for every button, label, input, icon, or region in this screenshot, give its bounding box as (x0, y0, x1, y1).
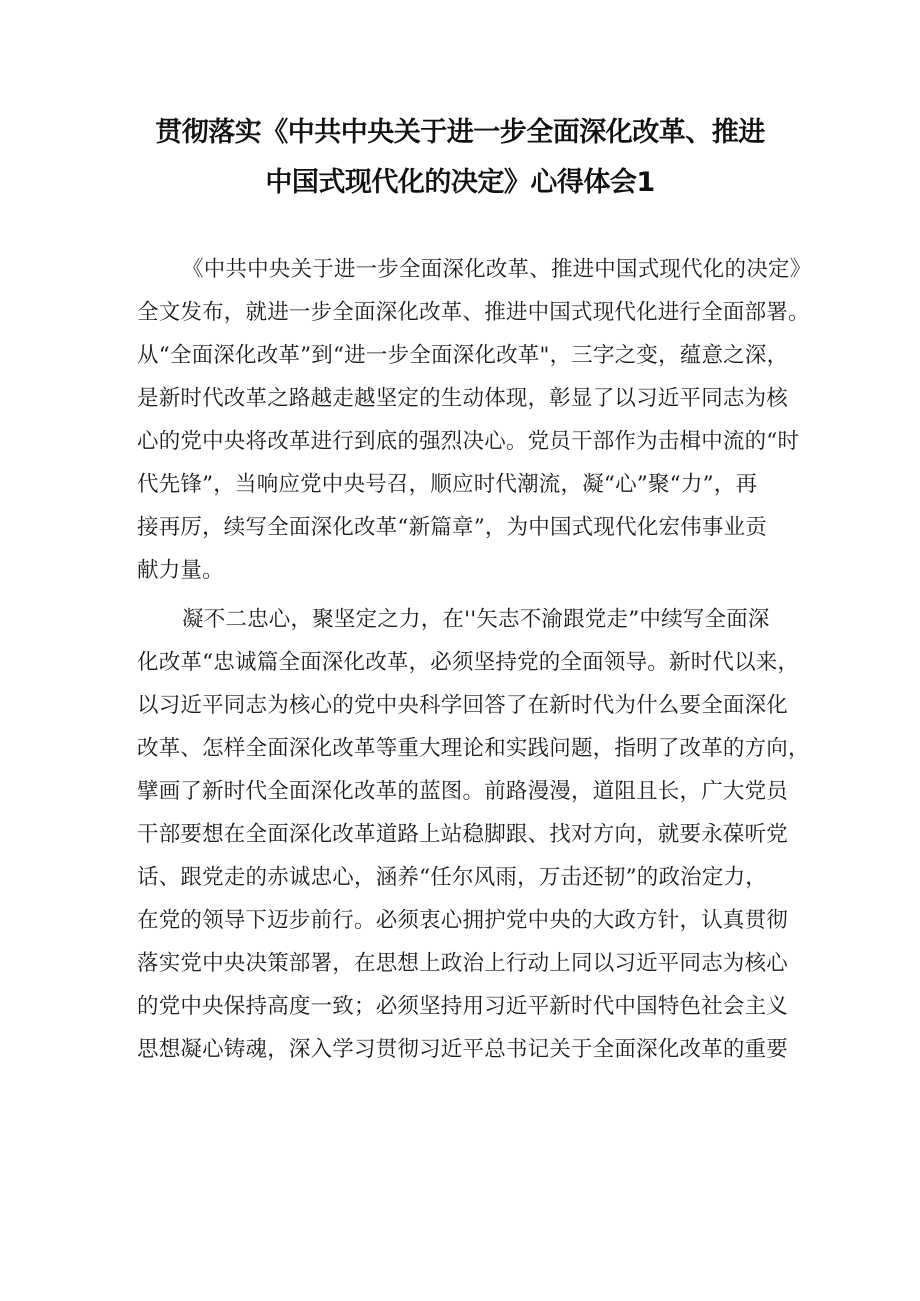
document-title-line-2: 中国式现代化的决定》心得体会1 (265, 167, 655, 198)
body-text-line: 接再厉，续写全面深化改革“新篇章”，为中国式现代化宏伟事业贡 (137, 515, 767, 540)
body-text-line: 改革、怎样全面深化改革等重大理论和实践问题，指明了改革的方向， (137, 736, 810, 761)
body-text-line: 话、跟党走的赤诚忠心，涵养“任尔风雨，万击还韧”的政治定力， (137, 865, 767, 890)
body-text-line: 落实党中央决策部署，在思想上政治上行动上同以习近平同志为核心 (137, 951, 789, 976)
body-text-line: 心的党中央将改革进行到底的强烈决心。党员干部作为击楫中流的“时 (137, 429, 800, 454)
document-title-line-1: 贯彻落实《中共中央关于进一步全面深化改革、推进 (155, 117, 765, 148)
body-text-line: 是新时代改革之路越走越坚定的生动体现，彰显了以习近平同志为核 (137, 386, 789, 411)
body-text-line: 思想凝心铸魂，深入学习贯彻习近平总书记关于全面深化改革的重要 (137, 1037, 789, 1062)
body-text-line: 全文发布，就进一步全面深化改革、推进中国式现代化进行全面部署。 (137, 300, 810, 325)
body-text-line: 干部要想在全面深化改革道路上站稳脚跟、找对方向，就要永葆听党 (137, 822, 789, 847)
body-text-line: 化改革“忠诚篇全面深化改革，必须坚持党的全面领导。新时代以来， (137, 650, 800, 675)
body-text-line: 擘画了新时代全面深化改革的蓝图。前路漫漫，道阻且长，广大党员 (137, 779, 789, 804)
body-text-line: 在党的领导下迈步前行。必须衷心拥护党中央的大政方针，认真贯彻 (137, 908, 789, 933)
body-text-line: 献力量。 (137, 558, 224, 583)
body-text-line: 从“全面深化改革”到“进一步全面深化改革"，三字之变，蕴意之深， (137, 343, 789, 368)
body-text-line: 代先锋”，当响应党中央号召，顺应时代潮流，凝“心”聚“力”，再 (137, 472, 758, 497)
body-text-line: 以习近平同志为核心的党中央科学回答了在新时代为什么要全面深化 (137, 693, 789, 718)
body-text-line: 的党中央保持高度一致；必须坚持用习近平新时代中国特色社会主义 (137, 994, 789, 1019)
body-text-line: 凝不二忠心，聚坚定之力，在''矢志不渝跟党走”中续写全面深 (182, 607, 770, 632)
body-text-line: 《中共中央关于进一步全面深化改革、推进中国式现代化的决定》 (182, 257, 812, 282)
